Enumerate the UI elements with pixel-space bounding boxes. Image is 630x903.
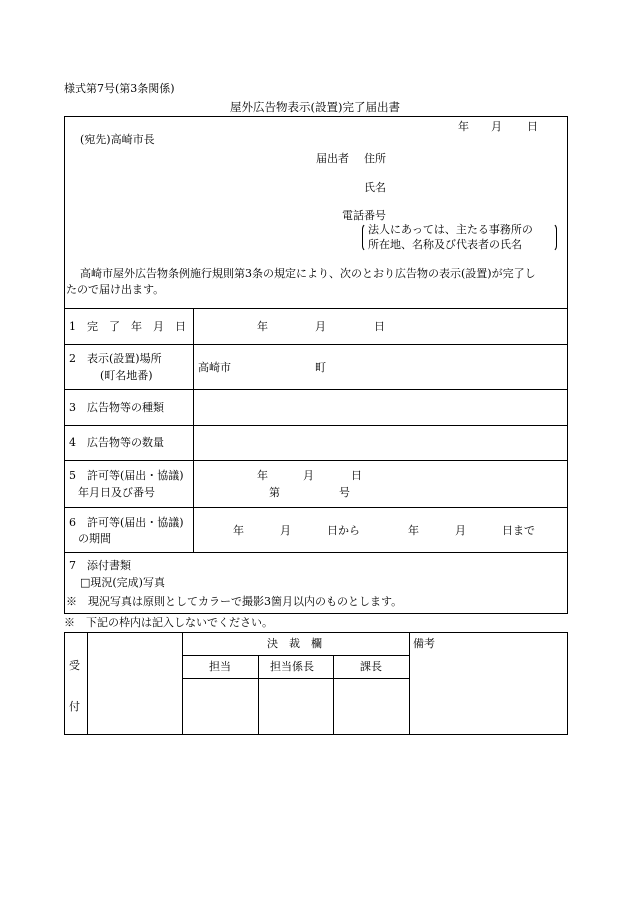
- end-year-unit: 年: [408, 524, 419, 537]
- row-label: 1 完 了 年 月 日: [69, 320, 186, 333]
- number-prefix: 第: [269, 486, 280, 499]
- start-year-unit: 年: [233, 524, 244, 537]
- city-name: 高崎市: [198, 361, 231, 374]
- address-label: 住所: [364, 152, 386, 165]
- end-day-unit: 日まで: [502, 524, 535, 537]
- date-day-unit: 日: [527, 120, 538, 133]
- row-label-line1: 2 表示(設置)場所: [69, 352, 162, 365]
- column-subsection-chief: 担当係長: [270, 660, 314, 673]
- row-ad-quantity-label: 4 広告物等の数量: [69, 436, 164, 449]
- document-title: 屋外広告物表示(設置)完了届出書: [230, 100, 400, 114]
- day-unit: 日: [374, 320, 385, 333]
- month-unit: 月: [315, 320, 326, 333]
- town-unit: 町: [315, 361, 326, 374]
- month-unit: 月: [303, 469, 314, 482]
- attachments-title: 7 添付書類: [69, 559, 131, 572]
- remarks-label: 備考: [413, 637, 435, 650]
- row-label-line2: (町名地番): [100, 369, 153, 382]
- attachment-photo-item[interactable]: □現況(完成)写真: [80, 576, 165, 589]
- row-ad-type-label: 3 広告物等の種類: [69, 401, 164, 414]
- year-unit: 年: [257, 469, 268, 482]
- receipt-label-bottom: 付: [69, 700, 80, 713]
- corporate-note-line1: 法人にあっては、主たる事務所の: [368, 223, 533, 236]
- phone-label: 電話番号: [342, 209, 386, 222]
- corporate-note-line2: 所在地、名称及び代表者の氏名: [368, 238, 522, 251]
- row-label-line1: 5 許可等(届出・協議): [69, 469, 184, 482]
- statement-line2: たので届け出ます。: [66, 283, 165, 296]
- date-month-unit: 月: [491, 120, 502, 133]
- decision-header: 決 裁 欄: [267, 637, 322, 650]
- receipt-label-top: 受: [69, 659, 80, 672]
- number-suffix: 号: [339, 486, 350, 499]
- day-unit: 日: [351, 469, 362, 482]
- office-use-note: ※ 下記の枠内は記入しないでください。: [64, 616, 273, 629]
- applicant-label: 届出者: [316, 152, 349, 165]
- row-label-line2: 年月日及び番号: [78, 486, 155, 499]
- end-month-unit: 月: [455, 524, 466, 537]
- form-number: 様式第7号(第3条関係): [64, 82, 175, 95]
- start-month-unit: 月: [280, 524, 291, 537]
- start-day-unit: 日から: [327, 524, 360, 537]
- attachment-note: ※ 現況写真は原則としてカラーで撮影3箇月以内のものとします。: [66, 595, 403, 608]
- column-staff: 担当: [209, 660, 231, 673]
- column-section-chief: 課長: [360, 660, 382, 673]
- addressee: (宛先)高崎市長: [80, 133, 155, 146]
- row-label-line1: 6 許可等(届出・協議): [69, 516, 184, 529]
- year-unit: 年: [257, 320, 268, 333]
- statement-line1: 高崎市屋外広告物条例施行規則第3条の規定により、次のとおり広告物の表示(設置)が完了し: [80, 267, 536, 280]
- name-label: 氏名: [364, 181, 386, 194]
- row-label-line2: の期間: [78, 532, 111, 545]
- date-year-unit: 年: [458, 120, 469, 133]
